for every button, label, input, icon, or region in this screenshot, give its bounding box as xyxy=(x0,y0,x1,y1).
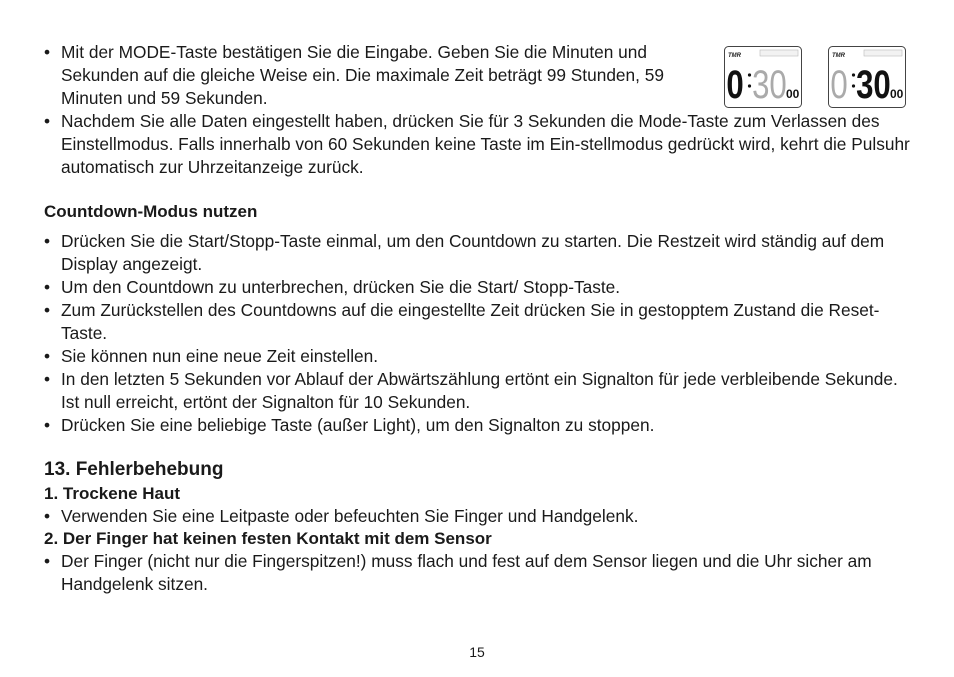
countdown-heading: Countdown-Modus nutzen xyxy=(44,202,258,221)
dry-skin-bullet-text: Verwenden Sie eine Leitpaste oder befeuchten Sie Finger und Handgelenk. xyxy=(61,506,639,526)
countdown-bullet-text: Drücken Sie eine beliebige Taste (außer Light), um den Signalton zu stoppen. xyxy=(61,415,655,435)
timer-display-2 xyxy=(828,46,906,108)
timer-display-2-graphic xyxy=(828,46,906,108)
intro-bullet-2-text: Nachdem Sie alle Daten eingestellt haben, drücken Sie für 3 Sekunden die Mode-Taste zum Verlassen des Einstellmodus. Falls innerhalb von 60 Sekunden keine Taste im Ein-stellmodus gedrückt wird, kehrt die Pulsuhr automatisch zur Uhrzeitanzeige zurück. xyxy=(61,111,910,177)
countdown-bullet xyxy=(44,230,914,276)
intro-bullet-1-text: Mit der MODE-Taste bestätigen Sie die Eingabe. Geben Sie die Minuten und Sekunden auf die gleiche Weise ein. Die maximale Zeit beträgt 99 Stunden, 59 Minuten und 59 Sekunden. xyxy=(61,42,664,108)
countdown-bullet xyxy=(44,345,914,368)
countdown-bullet-text: Um den Countdown zu unterbrechen, drücken Sie die Start/ Stopp-Taste. xyxy=(61,277,621,297)
colon-bottom-dot xyxy=(748,84,751,87)
countdown-bullet-text: Zum Zurückstellen des Countdowns auf die eingestellte Zeit drücken Sie in gestopptem Zustand die Reset-Taste. xyxy=(61,300,880,343)
timer-hours: 0 xyxy=(830,62,848,107)
dry-skin-heading: 1. Trockene Haut xyxy=(44,484,181,503)
countdown-bullet xyxy=(44,276,914,299)
colon-bottom-dot xyxy=(852,84,855,87)
countdown-bullet xyxy=(44,368,914,414)
countdown-bullet-list xyxy=(44,230,914,437)
timer-minutes: 30 xyxy=(856,62,891,107)
colon-top-dot xyxy=(852,73,855,76)
countdown-bullet-text: Drücken Sie die Start/Stopp-Taste einmal, um den Countdown zu starten. Die Restzeit wird ständig auf dem Display angezeigt. xyxy=(61,231,885,274)
countdown-bullet xyxy=(44,414,914,437)
colon-top-dot xyxy=(748,73,751,76)
finger-contact-bullet-text: Der Finger (nicht nur die Fingerspitzen!) muss flach und fest auf dem Sensor liegen und die Uhr sicher am Handgelenk sitzen. xyxy=(61,551,872,594)
timer-hours: 0 xyxy=(726,62,744,107)
finger-contact-bullet xyxy=(44,550,914,596)
intro-bullet-1 xyxy=(44,41,701,110)
finger-contact-heading: 2. Der Finger hat keinen festen Kontakt mit dem Sensor xyxy=(44,529,492,548)
countdown-bullet-text: In den letzten 5 Sekunden vor Ablauf der Abwärtszählung ertönt ein Signalton für jede verbleibende Sekunde. Ist null erreicht, ertönt der Signalton für 10 Sekunden. xyxy=(61,369,898,412)
timer-seconds: 00 xyxy=(890,87,904,101)
dry-skin-bullet xyxy=(44,505,914,528)
intro-bullet-2 xyxy=(44,110,911,179)
countdown-bullet xyxy=(44,299,914,345)
timer-label: TMR xyxy=(728,53,741,59)
timer-label: TMR xyxy=(832,53,845,59)
finger-contact-bullet-list xyxy=(44,550,914,596)
timer-seconds: 00 xyxy=(786,87,800,101)
timer-display-1 xyxy=(724,46,802,108)
dry-skin-bullet-list xyxy=(44,505,914,528)
countdown-bullet-text: Sie können nun eine neue Zeit einstellen. xyxy=(61,346,379,366)
timer-display-1-graphic xyxy=(724,46,802,108)
timer-minutes: 30 xyxy=(752,62,787,107)
page-number: 15 xyxy=(469,644,485,660)
troubleshooting-title: 13. Fehlerbehebung xyxy=(44,459,224,480)
